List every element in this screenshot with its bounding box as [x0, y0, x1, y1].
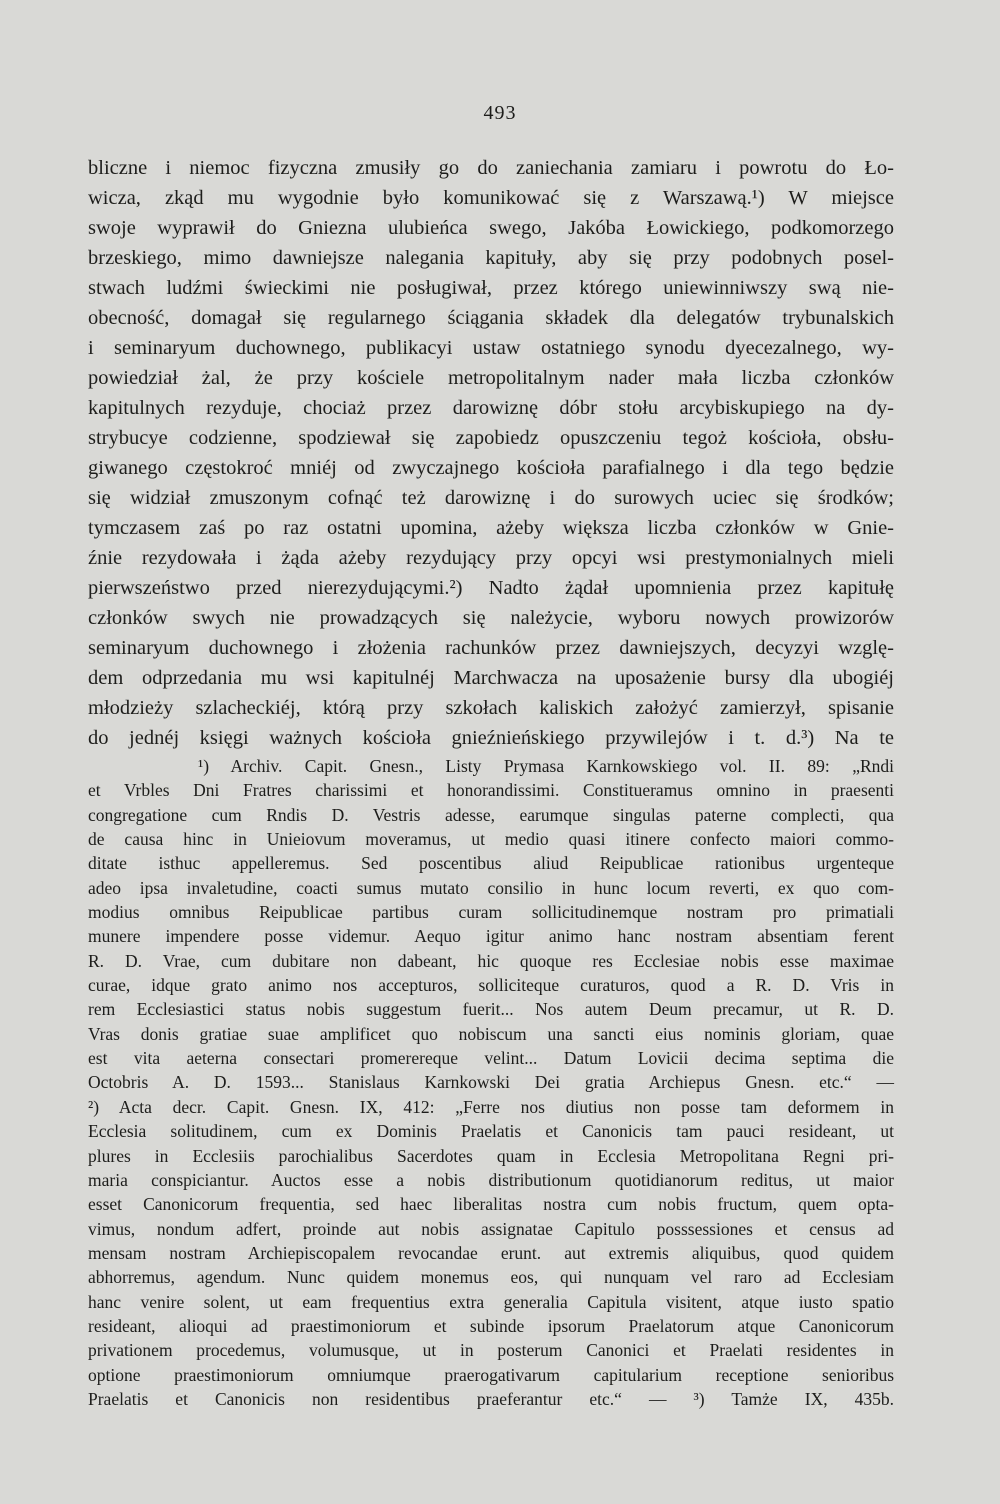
text-line: strybucye codzienne, spodziewał się zapobiedz opuszczeniu tegoż kościoła, obsłu- — [88, 427, 894, 449]
footnote-line: plures in Ecclesiis parochialibus Sacerdotes quam in Ecclesia Metropolitana Regni pri- — [88, 1145, 894, 1166]
footnote-line: abhorremus, agendum. Nunc quidem monemus eos, qui nunquam vel raro ad Ecclesiam — [88, 1267, 894, 1288]
footnote-line: R. D. Vrae, cum dubitare non dabeant, hic quoque res Ecclesiae nobis esse maximae — [88, 950, 894, 971]
page-number: 493 — [483, 102, 517, 124]
text-line: członków swych nie prowadzących się należycie, wyboru nowych prowizorów — [88, 607, 894, 629]
text-line: swoje wyprawił do Gniezna ulubieńca swego, Jakóba Łowickiego, podkomorzego — [88, 217, 894, 239]
text-line: młodzieży szlacheckiéj, którą przy szkołach kaliskich założyć zamierzył, spisanie — [88, 697, 894, 719]
text-line: giwanego częstokroć mniéj od zwyczajnego kościoła parafialnego i dla tego będzie — [88, 457, 894, 479]
footnote-line: Ecclesia solitudinem, cum ex Dominis Praelatis et Canonicis tam pauci resideant, ut — [88, 1121, 894, 1142]
footnote-line: munere impendere posse videmur. Aequo igitur animo hanc nostram absentiam ferent — [88, 926, 894, 947]
footnote-line: congregatione cum Rndis D. Vestris adesse, earumque singulas paterne complecti, qua — [88, 804, 894, 825]
text-line: tymczasem zaś po raz ostatni upomina, ażeby większa liczba członków w Gnie- — [88, 517, 894, 539]
footnote-line: rem Ecclesiastici status nobis suggestum fuerit... Nos autem Deum precamur, ut R. D. — [88, 999, 894, 1020]
footnotes — [88, 754, 894, 1411]
text-line: brzeskiego, mimo dawniejsze nalegania kapituły, aby się przy podobnych posel- — [88, 247, 894, 269]
footnote-line: adeo ipsa invaletudine, coacti sumus mutato consilio in hunc locum reverti, ex quo com- — [88, 877, 894, 898]
text-line: do jednéj księgi ważnych kościoła gnieźnieńskiego przywilejów i t. d.³) Na te — [88, 727, 894, 749]
footnote-line: privationem procedemus, volumusque, ut in posterum Canonici et Praelati residentes in — [88, 1340, 894, 1361]
text-line: źnie rezydowała i żąda ażeby rezydujący przy opcyi wsi prestymonialnych mieli — [88, 547, 894, 569]
footnote-line: Octobris A. D. 1593... Stanislaus Karnkowski Dei gratia Archiepus Gnesn. etc.“ — — [88, 1072, 894, 1093]
text-line: kapitulnych rezyduje, chociaż przez darowiznę dóbr stołu arcybiskupiego na dy- — [88, 397, 894, 419]
text-line: pierwszeństwo przed nierezydującymi.²) Nadto żądał upomnienia przez kapitułę — [88, 577, 894, 599]
footnote-line: ²) Acta decr. Capit. Gnesn. IX, 412: „Ferre nos diutius non posse tam deformem in — [88, 1096, 894, 1117]
footnote-line: curae, idque grato animo nos accepturos, solliciteque curaturos, quod a R. D. Vris in — [88, 975, 894, 996]
text-line: powiedział żal, że przy kościele metropolitalnym nader mała liczba członków — [88, 367, 894, 389]
footnote-line: ¹) Archiv. Capit. Gnesn., Listy Prymasa Karnkowskiego vol. II. 89: „Rndi — [198, 756, 894, 776]
text-line: obecność, domagał się regularnego ściągania składek dla delegatów trybunalskich — [88, 307, 894, 329]
text-line: seminaryum duchownego i złożenia rachunków przez dawniejszych, decyzyi wzglę- — [88, 637, 894, 659]
text-line: i seminaryum duchownego, publikacyi ustaw ostatniego synodu dyecezalnego, wy- — [88, 337, 894, 359]
footnote-line: resideant, alioqui ad praestimoniorum et subinde ipsorum Praelatorum atque Canonicorum — [88, 1315, 894, 1336]
footnote-line: mensam nostram Archiepiscopalem revocandae erunt. aut extremis aliquibus, quod quidem — [88, 1242, 894, 1263]
footnote-line: ditate isthuc appelleremus. Sed poscentibus aliud Reipublicae rationibus urgenteque — [88, 853, 894, 874]
text-line: bliczne i niemoc fizyczna zmusiły go do zaniechania zamiaru i powrotu do Ło- — [88, 157, 894, 179]
text-line: stwach ludźmi świeckimi nie posługiwał, przez którego uniewinniwszy swą nie- — [88, 277, 894, 299]
footnote-line: modius omnibus Reipublicae partibus curam sollicitudinemque nostram pro primatiali — [88, 902, 894, 923]
footnote-line: maria conspiciantur. Auctos esse a nobis distributionum quotidianorum reditus, ut maior — [88, 1169, 894, 1190]
footnote-line: de causa hinc in Unieiovum moveramus, ut medio quasi itinere confecto maiori commo- — [88, 829, 894, 850]
footnote-line: hanc venire solent, ut eam frequentius extra generalia Capitula visitent, atque iusto spatio — [88, 1291, 894, 1312]
text-line: wicza, zkąd mu wygodnie było komunikować się z Warszawą.¹) W miejsce — [88, 187, 894, 209]
footnote-line: est vita aeterna consectari promerereque velint... Datum Lovicii decima septima die — [88, 1048, 894, 1069]
footnote-line: et Vrbles Dni Fratres charissimi et honorandissimi. Constitueramus omnino in praesenti — [88, 780, 894, 801]
footnote-line: vimus, nondum adfert, proinde aut nobis assignatae Capitulo posssessiones et census ad — [88, 1218, 894, 1239]
footnote-line: Vras donis gratiae suae amplificet quo nobiscum una sancti eius nominis gloriam, quae — [88, 1023, 894, 1044]
text-line: dem odprzedania mu wsi kapitulnéj Marchwacza na uposażenie bursy dla ubogiéj — [88, 667, 894, 689]
footnote-line: optione praestimoniorum omniumque praerogativarum capitularium receptione senioribus — [88, 1364, 894, 1385]
main-text-body — [88, 153, 894, 753]
text-line: się widział zmuszonym cofnąć też darowiznę i do surowych uciec się środków; — [88, 487, 894, 509]
footnote-line: Praelatis et Canonicis non residentibus praeferantur etc.“ — ³) Tamże IX, 435b. — [88, 1388, 894, 1409]
footnote-line: esset Canonicorum frequentia, sed haec liberalitas nostra cum nobis fructum, quem opta- — [88, 1194, 894, 1215]
